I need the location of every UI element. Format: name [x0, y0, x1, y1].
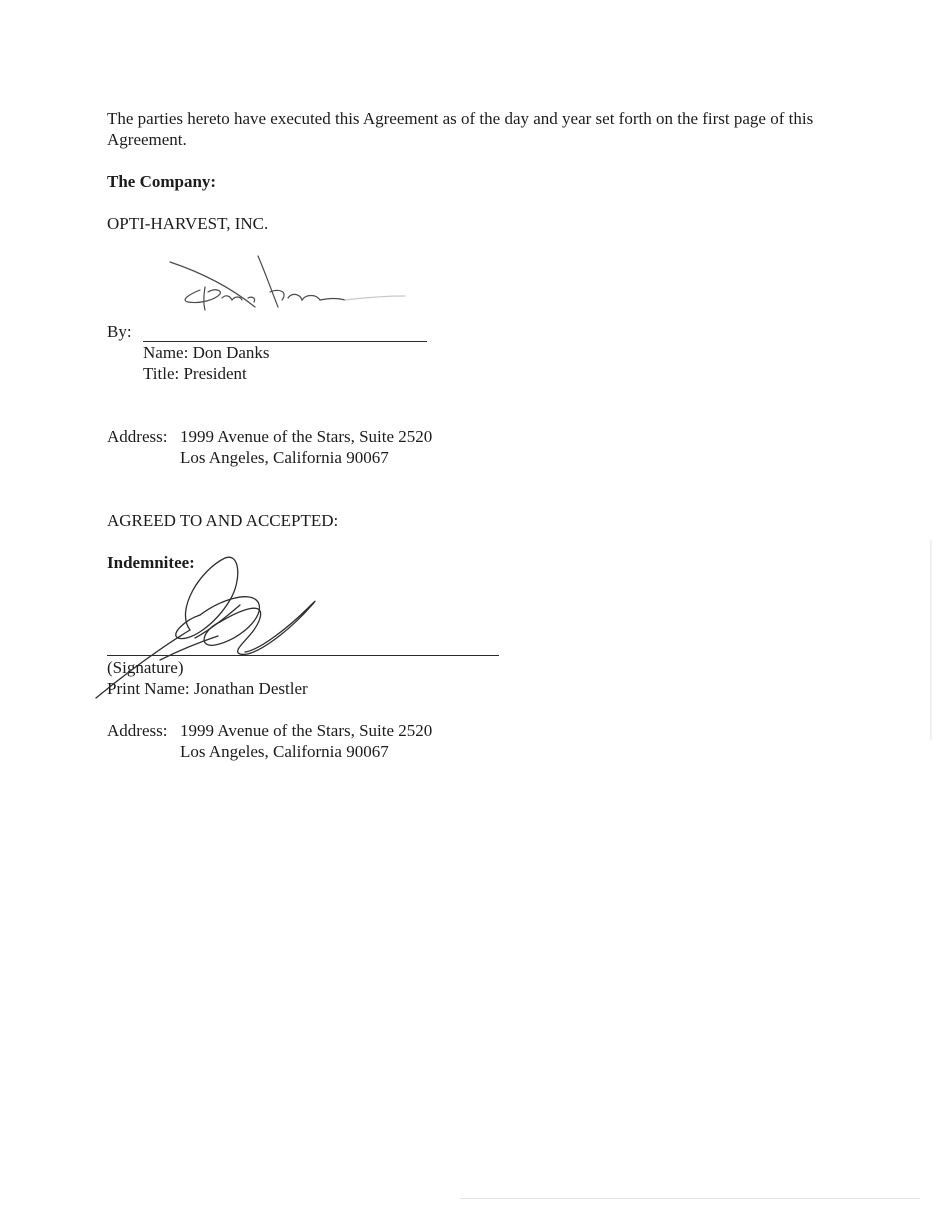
scan-artifact-edge — [930, 540, 932, 740]
indemnitee-signature-caption: (Signature) — [107, 658, 184, 677]
acceptance-heading: AGREED TO AND ACCEPTED: — [107, 511, 339, 530]
company-address-line2: Los Angeles, California 90067 — [180, 448, 389, 467]
indemnitee-label: Indemnitee: — [107, 553, 195, 572]
company-heading: The Company: — [107, 172, 217, 191]
indemnitee-signature-image — [90, 550, 330, 700]
company-signature-line — [143, 341, 427, 342]
indemnitee-print-name: Print Name: Jonathan Destler — [107, 679, 308, 698]
company-address-line1: 1999 Avenue of the Stars, Suite 2520 — [180, 427, 433, 446]
company-by-label: By: — [107, 322, 132, 341]
indemnitee-address-label: Address: — [107, 721, 168, 740]
intro-paragraph: The parties hereto have executed this Agreement as of the day and year set forth on the first page of this Agreement. — [107, 109, 814, 149]
indemnitee-address-line1: 1999 Avenue of the Stars, Suite 2520 — [180, 721, 433, 740]
scan-artifact-line — [460, 1198, 920, 1199]
company-name: OPTI-HARVEST, INC. — [107, 214, 269, 233]
indemnitee-address-line2: Los Angeles, California 90067 — [180, 742, 389, 761]
company-signatory-name: Name: Don Danks — [143, 343, 270, 362]
company-address-label: Address: — [107, 427, 168, 446]
company-signature-image — [160, 252, 420, 322]
company-signatory-title: Title: President — [143, 364, 247, 383]
